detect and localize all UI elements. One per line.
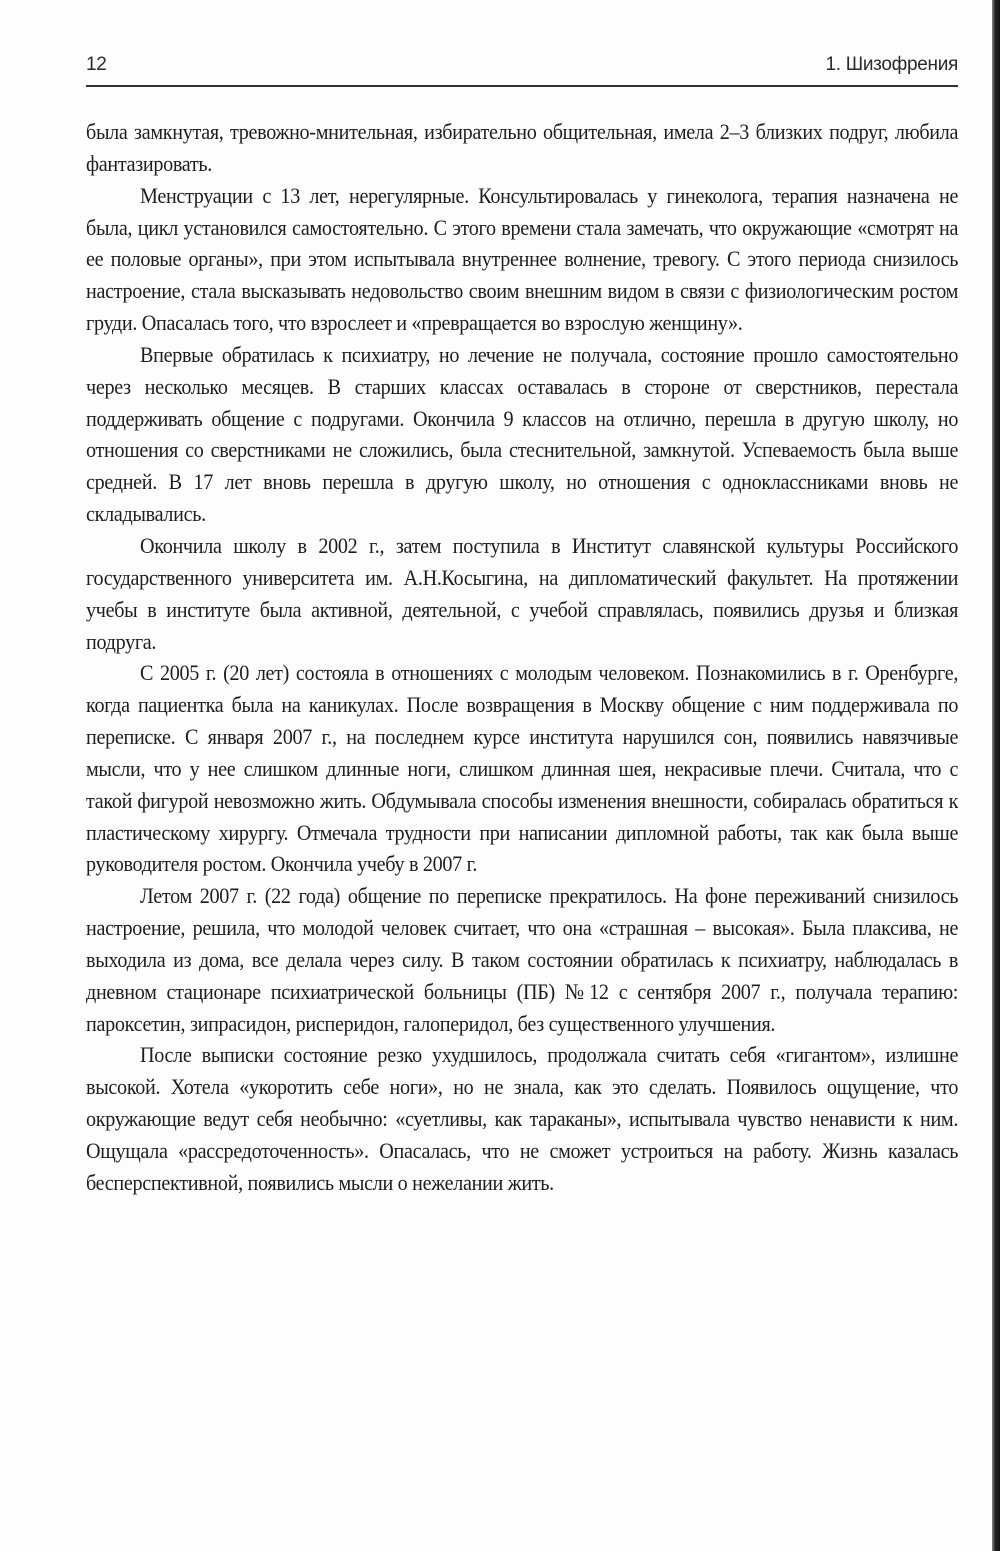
paragraph-1: была замкнутая, тревожно-мнительная, избирательно общительная, имела 2–3 близких подруг, любила фантазировать. xyxy=(86,119,959,176)
chapter-title: 1. Шизофрения xyxy=(825,54,958,75)
scan-page-edge xyxy=(992,0,1000,1551)
paragraph-7: После выписки состояние резко ухудшилось, продолжала считать себя «гигантом», излишне высокой. Хотела «укоротить себе ноги», но не знала, как это сделать. Появилось ощущение, что окружающие ведут себя необычно: «суетливы, как тараканы», испытывала чувство ненависти к ним. Ощущала «рассредоточенность». Опасалась, что не сможет устроиться на работу. Жизнь казалась бесперспективной, появились мысли о нежелании жить. xyxy=(86,1042,959,1195)
paragraph-3: Впервые обратилась к психиатру, но лечение не получала, состояние прошло самостоятельно через несколько месяцев. В старших классах оставалась в стороне от сверстников, перестала поддерживать общение с подругами. Окончила 9 классов на отлично, перешла в другую школу, но отношения со сверстниками не сложились, была стеснительной, замкнутой. Успеваемость была выше средней. В 17 лет вновь перешла в другую школу, но отношения с одноклассниками вновь не складывались. xyxy=(86,341,959,527)
paragraph-5: С 2005 г. (20 лет) состояла в отношениях с молодым человеком. Познакомились в г. Оренбурге, когда пациентка была на каникулах. После возвращения в Москву общение с ним поддерживала по переписке. С января 2007 г., на последнем курсе института нарушился сон, появились навязчивые мысли, что у нее слишком длинные ноги, слишком длинная шея, некрасивые плечи. Считала, что с такой фигурой невозможно жить. Обдумывала способы изменения внешности, собиралась обратиться к пластическому хирургу. Отмечала трудности при написании дипломной работы, так как была выше руководителя ростом. Окончила учебу в 2007 г. xyxy=(86,660,959,877)
body-text xyxy=(86,116,958,1199)
paragraph-2: Менструации с 13 лет, нерегулярные. Консультировалась у гинеколога, терапия назначена не была, цикл установился самостоятельно. С этого времени стала замечать, что окружающие «смотрят на ее половые органы», при этом испытывала внутреннее волнение, тревогу. С этого периода снизилось настроение, стала высказывать недовольство своим внешним видом в связи с физиологическим ростом груди. Опасалась того, что взрослеет и «превращается во взрослую женщину». xyxy=(86,182,959,336)
paragraph-6: Летом 2007 г. (22 года) общение по переписке прекратилось. На фоне переживаний снизилось настроение, решила, что молодой человек считает, что она «страшная – высокая». Была плаксива, не выходила из дома, все делала через силу. В таком состоянии обратилась к психиатру, наблюдалась в дневном стационаре психиатрической больницы (ПБ) №12 с сентября 2007 г., получала терапию: пароксетин, зипрасидон, рисперидон, галоперидол, без существенного улучшения. xyxy=(86,883,959,1036)
header-rule xyxy=(86,85,958,87)
running-header xyxy=(86,54,958,84)
paragraph-4: Окончила школу в 2002 г., затем поступила в Институт славянской культуры Российского государственного университета им. А.Н.Косыгина, на дипломатический факультет. На протяжении учебы в институте была активной, деятельной, с учебой справлялась, появились друзья и близкая подруга. xyxy=(86,532,959,654)
page-number: 12 xyxy=(86,54,107,75)
